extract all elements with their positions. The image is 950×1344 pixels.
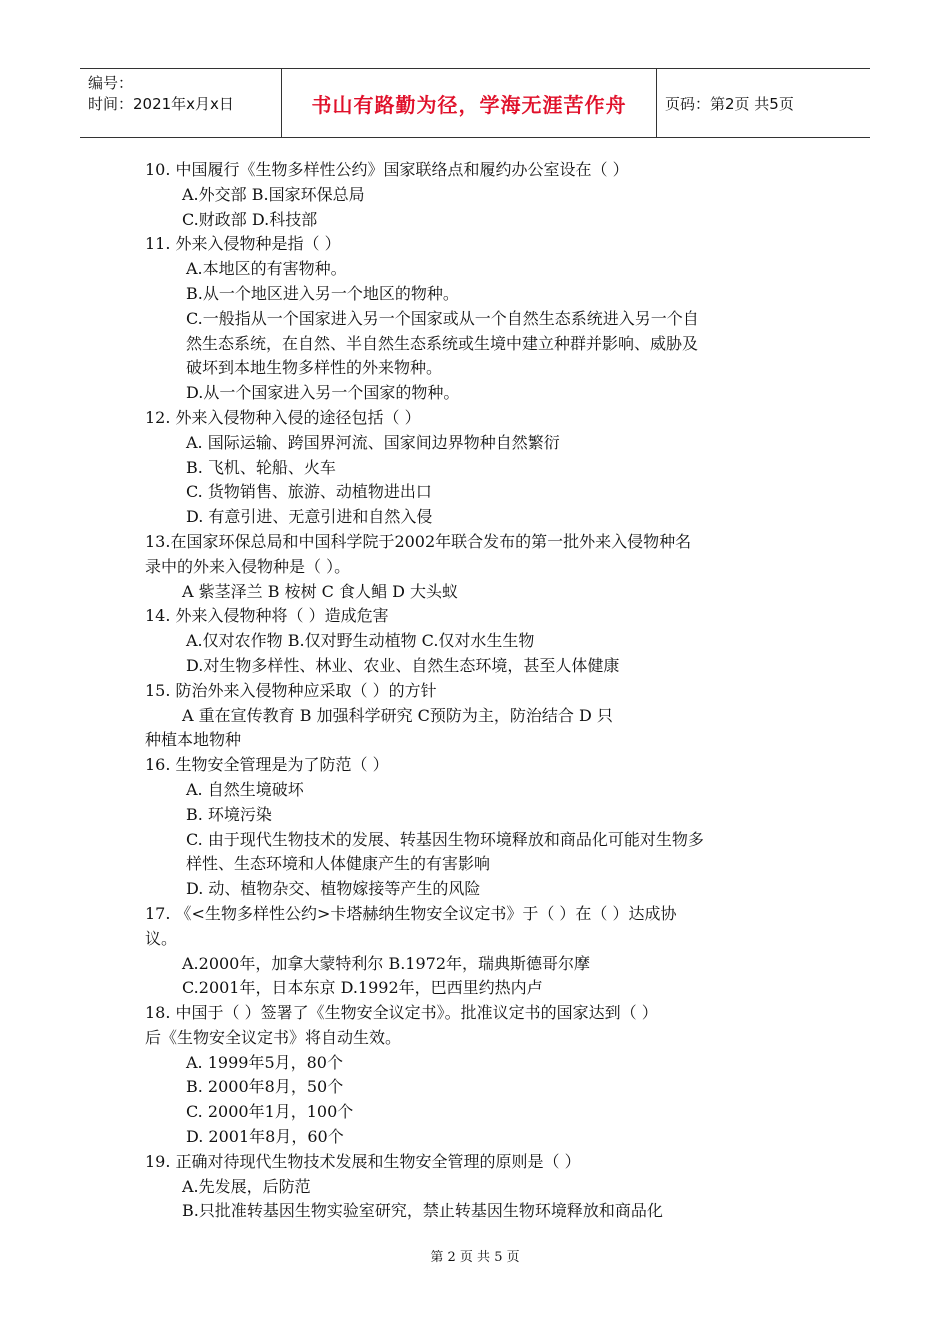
text-line: A 紫茎泽兰 B 桉树 C 食人鲳 D 大头蚁 [182, 581, 458, 601]
text-line: B.从一个地区进入另一个地区的物种。 [186, 283, 459, 303]
text-line: B. 环境污染 [186, 804, 272, 824]
question-body [145, 158, 815, 1224]
text-line: 17. 《<生物多样性公约>卡塔赫纳生物安全议定书》于（ ）在（ ）达成协 [145, 903, 677, 923]
text-line: A 重在宣传教育 B 加强科学研究 C预防为主，防治结合 D 只 [182, 705, 613, 725]
text-line: A. 1999年5月，80个 [186, 1052, 343, 1072]
page-header [80, 68, 870, 138]
header-motto: 书山有路勤为径，学海无涯苦作舟 [311, 92, 627, 117]
text-line: 种植本地物种 [145, 730, 242, 750]
text-line: C. 2000年1月，100个 [186, 1102, 354, 1122]
page-footer: 第 2 页 共 5 页 [430, 1250, 520, 1265]
text-line: A.先发展，后防范 [182, 1176, 311, 1196]
text-line: A.2000年，加拿大蒙特利尔 B.1972年，瑞典斯德哥尔摩 [182, 953, 591, 973]
text-line: B. 飞机、轮船、火车 [186, 457, 336, 477]
text-line: 16. 生物安全管理是为了防范（ ） [145, 755, 389, 775]
text-line: D.从一个国家进入另一个国家的物种。 [186, 383, 460, 403]
text-line: B.只批准转基因生物实验室研究，禁止转基因生物环境释放和商品化 [182, 1201, 663, 1221]
text-line: 破坏到本地生物多样性的外来物种。 [186, 358, 443, 378]
header-meta [80, 69, 282, 137]
text-line: D.对生物多样性、林业、农业、自然生态环境，甚至人体健康 [186, 655, 620, 675]
text-line: A.本地区的有害物种。 [186, 259, 347, 279]
header-page-number: 页码：第2页 共5页 [665, 94, 794, 113]
text-line: 样性、生态环境和人体健康产生的有害影响 [186, 854, 491, 874]
text-line: A. 国际运输、跨国界河流、国家间边界物种自然繁衍 [186, 432, 560, 452]
header-motto-cell [282, 69, 657, 137]
text-line: C.财政部 D.科技部 [182, 209, 318, 229]
text-line: 18. 中国于（ ）签署了《生物安全议定书》。批准议定书的国家达到（ ） [145, 1003, 658, 1023]
text-line: A.外交部 B.国家环保总局 [182, 184, 365, 204]
text-line: C.2001年，日本东京 D.1992年，巴西里约热内卢 [182, 978, 543, 998]
text-line: C. 货物销售、旅游、动植物进出口 [186, 482, 432, 502]
document-date-label: 时间：2021年x月x日 [88, 95, 234, 113]
text-line: D. 2001年8月，60个 [186, 1127, 344, 1147]
text-line: 11. 外来入侵物种是指（ ） [145, 234, 341, 254]
text-line: 10. 中国履行《生物多样性公约》国家联络点和履约办公室设在（ ） [145, 160, 629, 179]
text-line: 然生态系统，在自然、半自然生态系统或生境中建立种群并影响、威胁及 [186, 333, 699, 353]
text-line: 15. 防治外来入侵物种应采取（ ）的方针 [145, 680, 437, 700]
text-line: 12. 外来入侵物种入侵的途径包括（ ） [145, 407, 421, 427]
text-line: 14. 外来入侵物种将（ ）造成危害 [145, 606, 389, 626]
text-line: D. 动、植物杂交、植物嫁接等产生的风险 [186, 879, 481, 899]
text-line: A. 自然生境破坏 [186, 779, 304, 799]
text-line: 录中的外来入侵物种是（ ）。 [145, 556, 351, 576]
text-line: A.仅对农作物 B.仅对野生动植物 C.仅对水生生物 [186, 631, 535, 651]
text-line: 13.在国家环保总局和中国科学院于2002年联合发布的第一批外来入侵物种名 [145, 531, 692, 551]
header-page-cell [657, 69, 870, 137]
text-line: B. 2000年8月，50个 [186, 1077, 344, 1097]
text-line: C. 由于现代生物技术的发展、转基因生物环境释放和商品化可能对生物多 [186, 829, 704, 849]
text-line: D. 有意引进、无意引进和自然入侵 [186, 507, 433, 527]
text-line: 议。 [145, 928, 178, 948]
document-number-label: 编号： [88, 74, 134, 92]
text-line: C.一般指从一个国家进入另一个国家或从一个自然生态系统进入另一个自 [186, 308, 699, 328]
text-line: 后《生物安全议定书》将自动生效。 [145, 1027, 402, 1047]
text-line: 19. 正确对待现代生物技术发展和生物安全管理的原则是（ ） [145, 1151, 581, 1171]
